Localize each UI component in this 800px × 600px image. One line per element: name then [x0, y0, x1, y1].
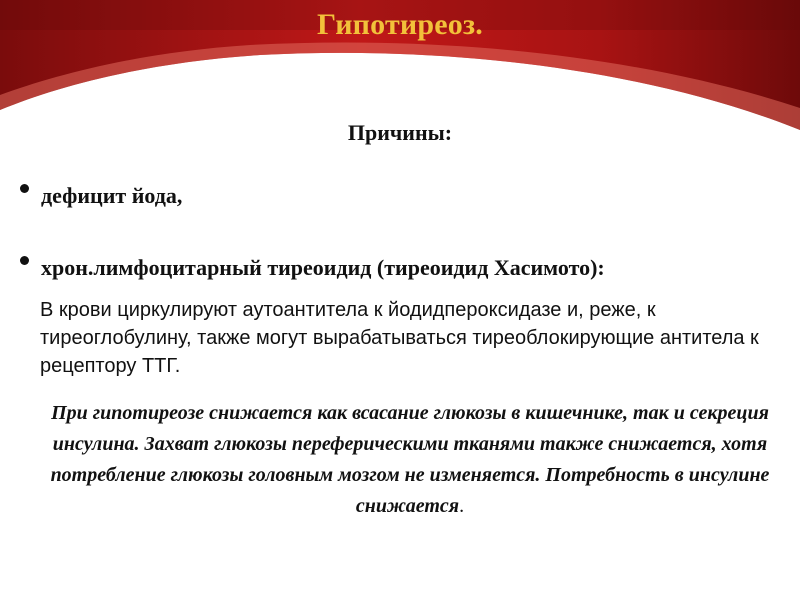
paragraph-end-mark: .: [459, 495, 465, 517]
bullet-dot-icon: [20, 184, 29, 193]
bullet-dot-icon: [20, 256, 29, 265]
causes-heading: Причины:: [347, 120, 453, 145]
bullet-item: [20, 255, 605, 281]
glucose-insulin-text: При гипотиреозе снижается как всасание глюкозы в кишечнике, так и секреция инсулина. Захват глюкозы переферическими тканями также снижается, хотя потребление глюкозы головным мозгом не изменяется. Потребность в инсулине снижается: [50, 402, 770, 517]
bullet-text: дефицит йода,: [41, 183, 183, 208]
bullet-item: [20, 183, 182, 209]
bullet-text: хрон.лимфоцитарный тиреоидид (тиреоидид Хасимото):: [41, 255, 605, 280]
slide-title: Гипотиреоз.: [317, 8, 483, 41]
antibodies-paragraph: В крови циркулируют аутоантитела к йодидпероксидазе и, реже, к тиреоглобулину, также могут вырабатываться тиреоблокирующие антитела к рецептору ТТГ.: [40, 299, 759, 377]
glucose-insulin-paragraph: [40, 398, 780, 522]
